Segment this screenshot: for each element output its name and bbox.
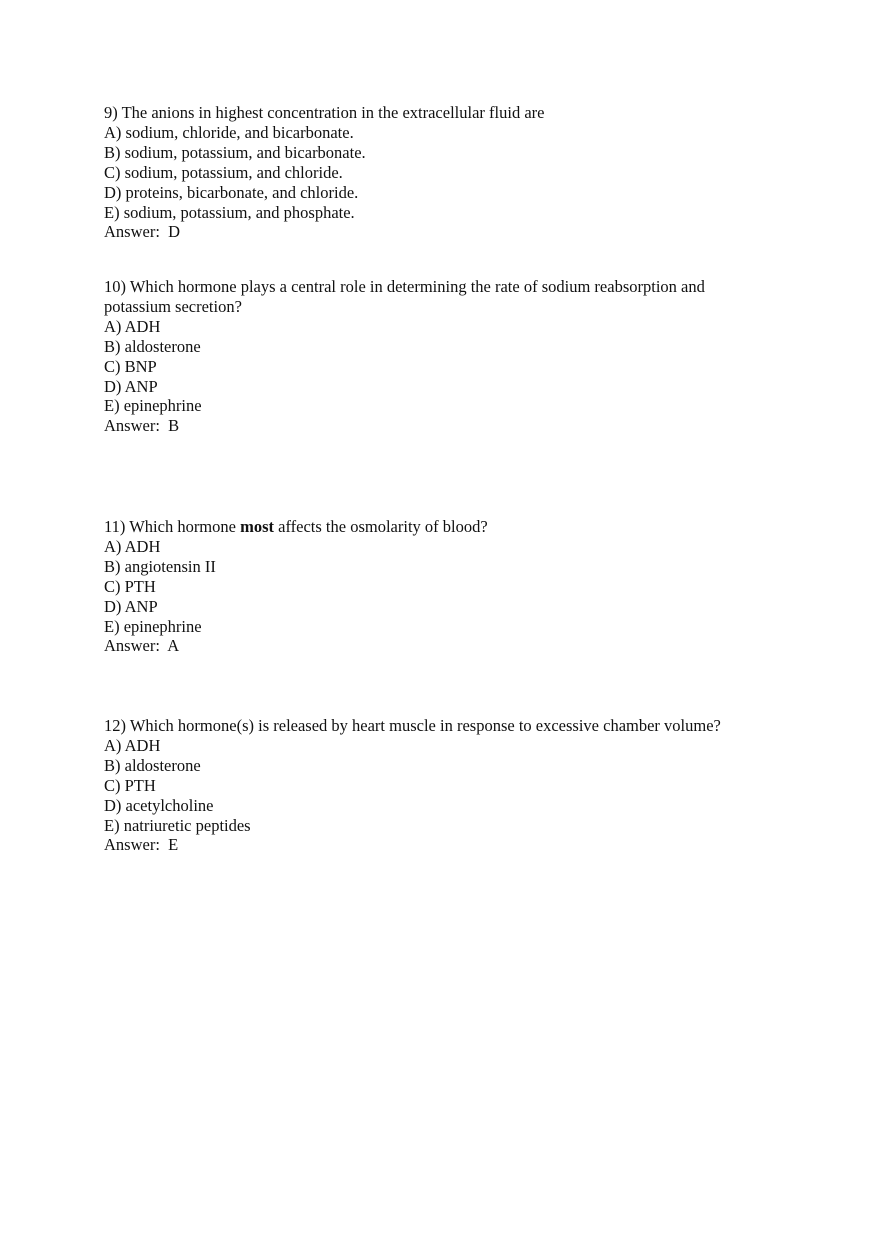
question-10 — [104, 277, 705, 436]
option-a: A) ADH — [104, 316, 161, 336]
question-12 — [104, 716, 721, 855]
question-stem — [104, 517, 488, 537]
question-9 — [104, 103, 544, 242]
stem-emphasis: most — [240, 517, 275, 536]
option-b: B) angiotensin II — [104, 556, 216, 576]
option-a: A) ADH — [104, 536, 161, 556]
option-c: C) BNP — [104, 356, 157, 376]
option-b: B) aldosterone — [104, 336, 201, 356]
option-e: E) natriuretic peptides — [104, 815, 251, 835]
answer: Answer: E — [104, 835, 179, 855]
answer: Answer: A — [104, 636, 180, 656]
question-stem: 12) Which hormone(s) is released by heart muscle in response to excessive chamber volume? — [104, 716, 721, 735]
option-c: C) PTH — [104, 576, 156, 596]
answer: Answer: B — [104, 416, 180, 436]
question-stem-cont: potassium secretion? — [104, 296, 242, 316]
stem-end: affects the osmolarity of blood? — [274, 517, 488, 536]
option-c: C) sodium, potassium, and chloride. — [104, 162, 343, 182]
option-d: D) ANP — [104, 596, 158, 616]
option-a: A) ADH — [104, 735, 161, 755]
stem-start: 11) Which hormone — [104, 517, 241, 536]
option-a: A) sodium, chloride, and bicarbonate. — [104, 122, 354, 142]
question-stem: 10) Which hormone plays a central role in determining the rate of sodium reabsorption and — [104, 277, 705, 296]
option-d: D) proteins, bicarbonate, and chloride. — [104, 182, 359, 202]
option-e: E) epinephrine — [104, 396, 202, 416]
option-e: E) sodium, potassium, and phosphate. — [104, 202, 355, 222]
option-d: D) acetylcholine — [104, 795, 214, 815]
option-c: C) PTH — [104, 775, 156, 795]
option-e: E) epinephrine — [104, 616, 202, 636]
option-d: D) ANP — [104, 376, 158, 396]
option-b: B) sodium, potassium, and bicarbonate. — [104, 142, 366, 162]
question-stem: 9) The anions in highest concentration in the extracellular fluid are — [104, 103, 545, 122]
question-11 — [104, 517, 488, 656]
answer: Answer: D — [104, 222, 181, 242]
option-b: B) aldosterone — [104, 755, 201, 775]
